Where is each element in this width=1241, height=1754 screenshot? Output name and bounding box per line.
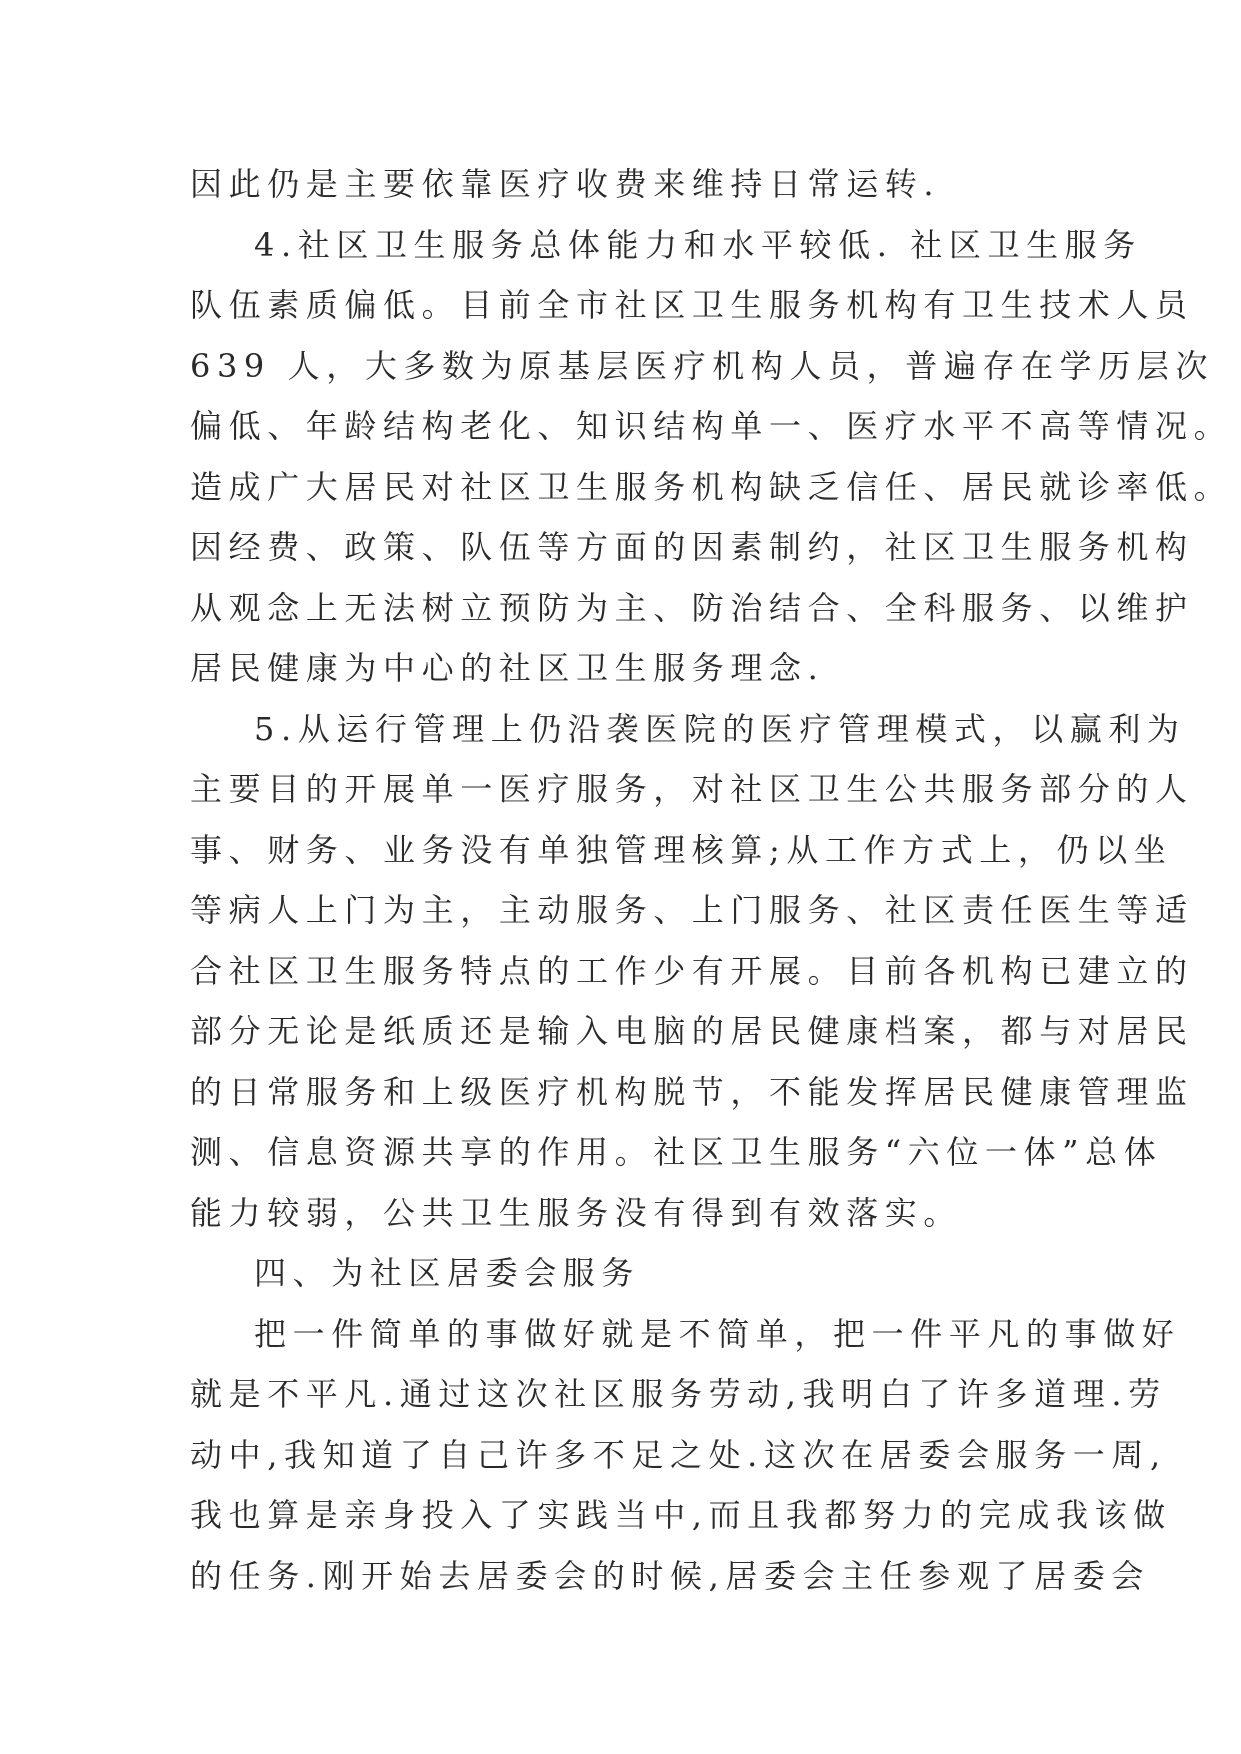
text-line: 从观念上无法树立预防为主、防治结合、全科服务、以维护: [190, 588, 1194, 627]
text-line: 因经费、政策、队伍等方面的因素制约，社区卫生服务机构: [190, 528, 1194, 566]
text-line: 居民健康为中心的社区卫生服务理念.: [190, 649, 825, 687]
text-line: 5.从运行管理上仍沿袭医院的医疗管理模式，以赢利为: [254, 709, 1186, 748]
text-line: 造成广大居民对社区卫生服务机构缺乏信任、居民就诊率低。: [190, 467, 1233, 506]
text-line: 合社区卫生服务特点的工作少有开展。目前各机构已建立的: [190, 951, 1194, 990]
text-line: 队伍素质偏低。目前全市社区卫生服务机构有卫生技术人员: [190, 286, 1194, 324]
section-heading: 四、为社区居委会服务: [254, 1254, 641, 1292]
text-line: 把一件简单的事做好就是不简单，把一件平凡的事做好: [254, 1314, 1181, 1353]
text-line: 639 人，大多数为原基层医疗机构人员，普遍存在学历层次: [190, 346, 1215, 385]
text-line: 偏低、年龄结构老化、知识结构单一、医疗水平不高等情况。: [190, 407, 1233, 445]
text-line: 动中,我知道了自己许多不足之处.这次在居委会服务一周,: [190, 1435, 1167, 1474]
text-line: 事、财务、业务没有单独管理核算;从工作方式上，仍以坐: [190, 830, 1173, 869]
text-line: 部分无论是纸质还是输入电脑的居民健康档案，都与对居民: [190, 1012, 1194, 1050]
text-line: 测、信息资源共享的作用。社区卫生服务“六位一体”总体: [190, 1133, 1163, 1171]
text-line: 主要目的开展单一医疗服务，对社区卫生公共服务部分的人: [190, 770, 1194, 808]
text-line: 就是不平凡.通过这次社区服务劳动,我明白了许多道理.劳: [190, 1375, 1167, 1413]
text-line: 我也算是亲身投入了实践当中,而且我都努力的完成我该做: [190, 1496, 1172, 1534]
text-line: 等病人上门为主，主动服务、上门服务、社区责任医生等适: [190, 891, 1194, 929]
text-line: 的日常服务和上级医疗机构脱节，不能发挥居民健康管理监: [190, 1072, 1194, 1111]
text-line: 因此仍是主要依靠医疗收费来维持日常运转.: [190, 165, 941, 203]
body-text: [190, 154, 1233, 1606]
text-line: 的任务.刚开始去居委会的时候,居委会主任参观了居委会: [190, 1556, 1150, 1595]
text-line: 4.社区卫生服务总体能力和水平较低. 社区卫生服务: [254, 225, 1142, 264]
text-line: 能力较弱，公共卫生服务没有得到有效落实。: [190, 1193, 963, 1232]
